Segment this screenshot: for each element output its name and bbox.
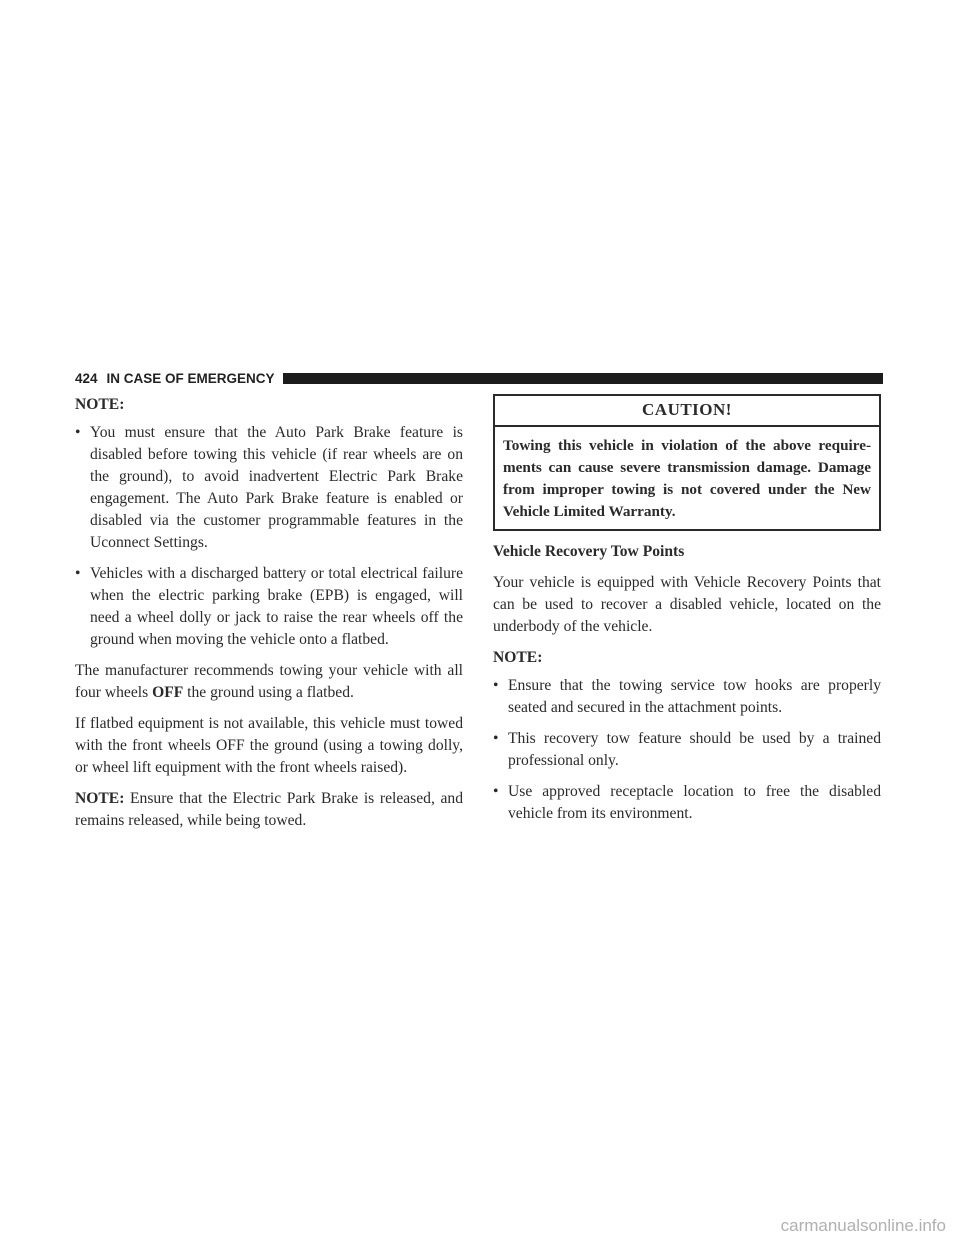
list-item-text: Use approved receptacle location to free the disabled vehicle from its environment. xyxy=(508,783,881,822)
header-rule xyxy=(283,373,883,384)
recovery-points-paragraph: Your vehicle is equipped with Vehicle Recovery Points that can be used to recover a disabled vehicle, located on the underbody of the vehicle. xyxy=(493,574,881,635)
bullet-icon: • xyxy=(493,677,499,694)
bullet-icon: • xyxy=(75,565,81,582)
bullet-icon: • xyxy=(493,783,499,800)
list-item xyxy=(75,563,463,651)
page-header xyxy=(75,370,883,386)
caution-text: Towing this vehicle in violation of the above require-ments can cause severe transmission damage. Damage from improper towing is not covered under the New Vehicle Limited Warranty. xyxy=(503,437,871,520)
emphasis-off: OFF xyxy=(152,684,184,701)
list-item xyxy=(493,675,881,719)
list-item xyxy=(75,422,463,554)
list-item-text: You must ensure that the Auto Park Brake feature is disabled before towing this vehicle (if rear wheels are on the ground), to avoid inadvertent Electric Park Brake engagement. The Auto Park Brake feature is enabled or disabled via the customer programmable features in the Uconnect Settings. xyxy=(90,424,463,551)
recovery-note-bullet-list xyxy=(493,675,881,825)
list-item xyxy=(493,728,881,772)
note-label: NOTE: xyxy=(75,790,125,807)
towing-recommendation-paragraph: The manufacturer recommends towing your vehicle with all four wheels OFF the ground using a flatbed. xyxy=(75,662,463,701)
list-item-text: This recovery tow feature should be used by a trained professional only. xyxy=(508,730,881,769)
caution-box xyxy=(493,394,881,531)
note-bullet-list xyxy=(75,422,463,651)
brake-note-paragraph: NOTE: Ensure that the Electric Park Brake is released, and remains released, while being towed. xyxy=(75,790,463,829)
recovery-tow-points-heading: Vehicle Recovery Tow Points xyxy=(493,543,685,560)
list-item-text: Ensure that the towing service tow hooks are properly seated and secured in the attachment points. xyxy=(508,677,881,716)
watermark: carmanualsonline.info xyxy=(780,1216,946,1235)
list-item-text: Vehicles with a discharged battery or total electrical failure when the electric parking brake (EPB) is engaged, will need a wheel dolly or jack to raise the rear wheels off the ground when moving the vehicle onto a flatbed. xyxy=(90,565,463,648)
bullet-icon: • xyxy=(75,424,81,441)
right-column xyxy=(493,394,881,834)
note-heading: NOTE: xyxy=(493,649,543,666)
note-heading: NOTE: xyxy=(75,396,125,413)
bullet-icon: • xyxy=(493,730,499,747)
caution-title: CAUTION! xyxy=(495,396,879,427)
left-column xyxy=(75,394,463,841)
flatbed-alternative-paragraph: If flatbed equipment is not available, this vehicle must towed with the front wheels OFF the ground (using a towing dolly, or wheel lift equipment with the front wheels raised). xyxy=(75,715,463,776)
page-number: 424 xyxy=(75,370,98,386)
section-title: IN CASE OF EMERGENCY xyxy=(106,370,275,386)
list-item xyxy=(493,781,881,825)
